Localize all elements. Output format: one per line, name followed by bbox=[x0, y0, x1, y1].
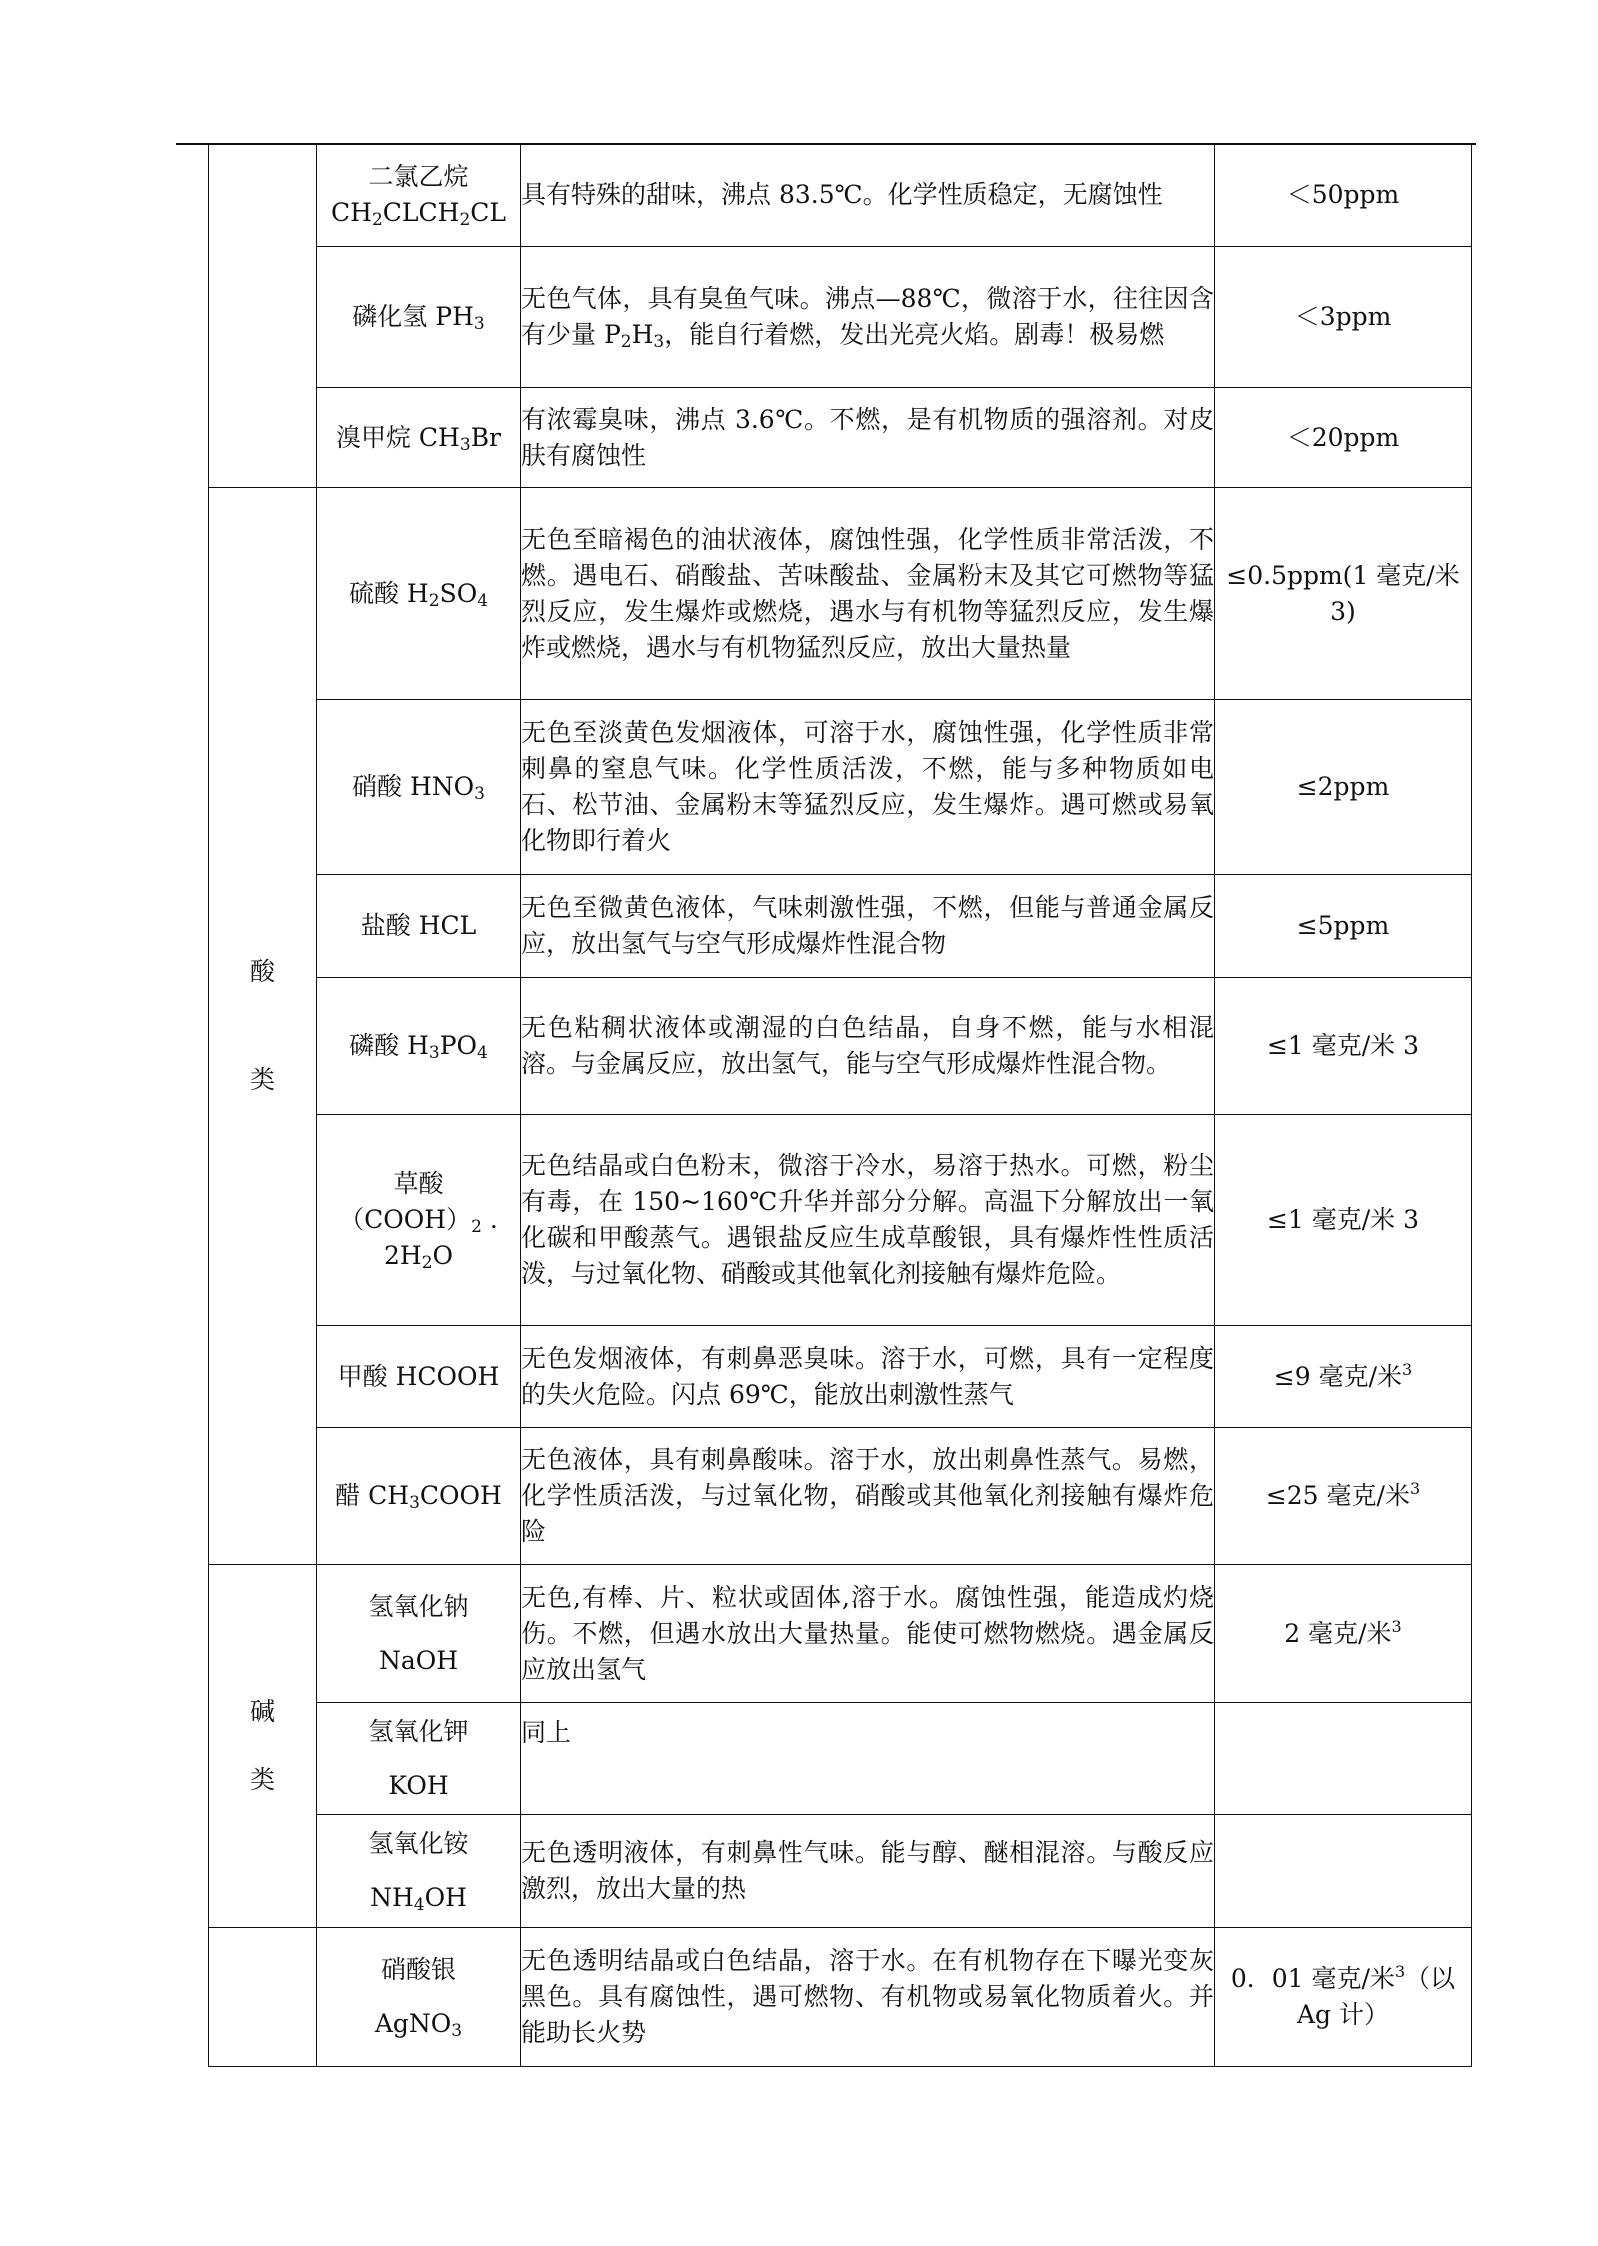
category-label: 碱 bbox=[249, 1697, 275, 1726]
table-row bbox=[209, 1115, 1472, 1326]
table-row bbox=[209, 488, 1472, 700]
chemical-description: 无色透明结晶或白色结晶，溶于水。在有机物存在下曝光变灰黑色。具有腐蚀性，遇可燃物、有机物或易氧化物质着火。并能助长火势 bbox=[521, 1928, 1215, 2067]
exposure-limit bbox=[1215, 1703, 1472, 1815]
chemical-name: 氢氧化铵 $NH_4OH$ bbox=[317, 1815, 521, 1928]
category-label: 酸 bbox=[249, 957, 275, 986]
table-row bbox=[209, 1928, 1472, 2067]
chemical-description: 有浓霉臭味，沸点 3.6℃。不燃，是有机物质的强溶剂。对皮肤有腐蚀性 bbox=[521, 388, 1215, 488]
exposure-limit: ≤0.5ppm(1 毫克/米 3) bbox=[1215, 488, 1472, 700]
chemical-name: 硝酸银 AgNO$_3$ bbox=[317, 1928, 521, 2067]
category-bases bbox=[209, 1565, 317, 1928]
chemical-description: 无色透明液体，有刺鼻性气味。能与醇、醚相混溶。与酸反应激烈，放出大量的热 bbox=[521, 1815, 1215, 1928]
exposure-limit: ＜50ppm bbox=[1215, 144, 1472, 247]
chemical-name: 磷酸 $H_3PO_4$ bbox=[317, 978, 521, 1115]
table-row bbox=[209, 978, 1472, 1115]
chemical-description: 无色气体，具有臭鱼气味。沸点—88℃，微溶于水，往往因含有少量 $P_2H_3$，能自行着燃，发出光亮火焰。剧毒！极易燃 bbox=[521, 247, 1215, 388]
exposure-limit: ＜20ppm bbox=[1215, 388, 1472, 488]
chemical-name: 盐酸 HCL bbox=[317, 875, 521, 978]
category-label: 类 bbox=[249, 1065, 275, 1094]
exposure-limit: 0．01 毫克/米$^3$（以 Ag 计） bbox=[1215, 1928, 1472, 2067]
exposure-limit: ≤1 毫克/米 3 bbox=[1215, 1115, 1472, 1326]
chemical-description: 无色结晶或白色粉末，微溶于冷水，易溶于热水。可燃，粉尘有毒，在 150~160℃升华并部分分解。高温下分解放出一氧化碳和甲酸蒸气。遇银盐反应生成草酸银，具有爆炸性性质活泼，与过氧化物、硝酸或其他氧化剂接触有爆炸危险。 bbox=[521, 1115, 1215, 1326]
exposure-limit: ≤2ppm bbox=[1215, 700, 1472, 875]
chemical-description: 具有特殊的甜味，沸点 83.5℃。化学性质稳定，无腐蚀性 bbox=[521, 144, 1215, 247]
chemical-name: 醋 $CH_3COOH$ bbox=[317, 1428, 521, 1565]
chemical-name: 溴甲烷 $CH_3Br$ bbox=[317, 388, 521, 488]
table-row bbox=[209, 1815, 1472, 1928]
table-row bbox=[209, 1703, 1472, 1815]
chemical-description: 无色至微黄色液体，气味刺激性强，不燃，但能与普通金属反应，放出氢气与空气形成爆炸性混合物 bbox=[521, 875, 1215, 978]
chemical-description: 同上 bbox=[521, 1703, 1215, 1815]
table-row bbox=[209, 247, 1472, 388]
category-acids bbox=[209, 488, 317, 1565]
chemical-name: 氢氧化钾 KOH bbox=[317, 1703, 521, 1815]
chemical-description: 无色,有棒、片、粒状或固体,溶于水。腐蚀性强，能造成灼烧伤。不燃，但遇水放出大量热量。能使可燃物燃烧。遇金属反应放出氢气 bbox=[521, 1565, 1215, 1703]
chemical-name: 磷化氢 $PH_3$ bbox=[317, 247, 521, 388]
chemical-description: 无色至暗褐色的油状液体，腐蚀性强，化学性质非常活泼，不燃。遇电石、硝酸盐、苦味酸盐、金属粉末及其它可燃物等猛烈反应，发生爆炸或燃烧，遇水与有机物等猛烈反应，发生爆炸或燃烧，遇水与有机物猛烈反应，放出大量热量 bbox=[521, 488, 1215, 700]
exposure-limit bbox=[1215, 1815, 1472, 1928]
category-label: 类 bbox=[249, 1765, 275, 1794]
chemical-description: 无色发烟液体，有刺鼻恶臭味。溶于水，可燃，具有一定程度的失火危险。闪点 69℃，能放出刺激性蒸气 bbox=[521, 1326, 1215, 1428]
chemical-name: 硫酸 $H_2SO_4$ bbox=[317, 488, 521, 700]
exposure-limit: 2 毫克/米$^3$ bbox=[1215, 1565, 1472, 1703]
table-row bbox=[209, 1428, 1472, 1565]
table-row bbox=[209, 388, 1472, 488]
chemical-name: 草酸 $(COOH)_2$ . $2H_2O$ bbox=[317, 1115, 521, 1326]
chemical-description: 无色液体，具有刺鼻酸味。溶于水，放出刺鼻性蒸气。易燃，化学性质活泼，与过氧化物，硝酸或其他氧化剂接触有爆炸危险 bbox=[521, 1428, 1215, 1565]
chemical-name: 氢氧化钠 NaOH bbox=[317, 1565, 521, 1703]
exposure-limit: ≤25 毫克/米$^3$ bbox=[1215, 1428, 1472, 1565]
exposure-limit: ≤5ppm bbox=[1215, 875, 1472, 978]
table-row bbox=[209, 1565, 1472, 1703]
table-row bbox=[209, 875, 1472, 978]
chemical-description: 无色至淡黄色发烟液体，可溶于水，腐蚀性强，化学性质非常刺鼻的窒息气味。化学性质活泼，不燃，能与多种物质如电石、松节油、金属粉末等猛烈反应，发生爆炸。遇可燃或易氧化物即行着火 bbox=[521, 700, 1215, 875]
category-cell-empty bbox=[209, 1928, 317, 2067]
exposure-limit: ≤9 毫克/米$^3$ bbox=[1215, 1326, 1472, 1428]
chemical-name: 二氯乙烷 $CH_2CLCH_2CL$ bbox=[317, 144, 521, 247]
exposure-limit: ＜3ppm bbox=[1215, 247, 1472, 388]
chemical-table bbox=[208, 143, 1472, 2067]
table-row bbox=[209, 700, 1472, 875]
table-row bbox=[209, 1326, 1472, 1428]
table-row bbox=[209, 144, 1472, 247]
exposure-limit: ≤1 毫克/米 3 bbox=[1215, 978, 1472, 1115]
chemical-name: 硝酸 $HNO_3$ bbox=[317, 700, 521, 875]
category-cell-empty bbox=[209, 144, 317, 488]
chemical-description: 无色粘稠状液体或潮湿的白色结晶，自身不燃，能与水相混溶。与金属反应，放出氢气，能与空气形成爆炸性混合物。 bbox=[521, 978, 1215, 1115]
chemical-name: 甲酸 HCOOH bbox=[317, 1326, 521, 1428]
